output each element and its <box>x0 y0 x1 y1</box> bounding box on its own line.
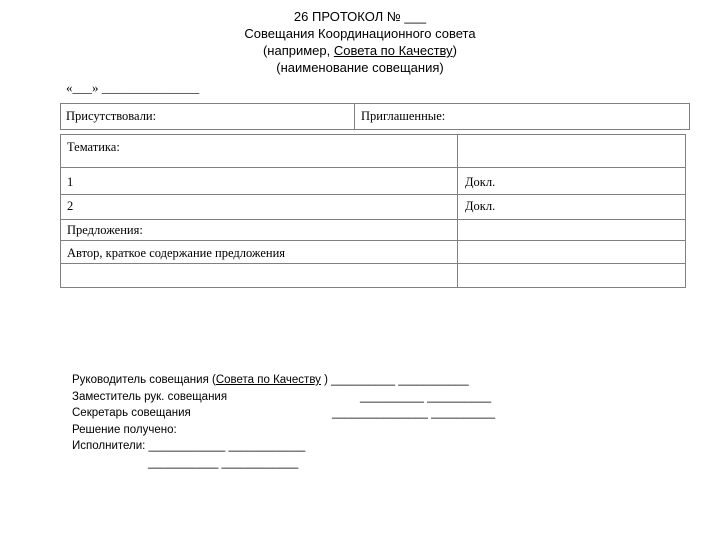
executors-line: Исполнители: ____________ ____________ <box>72 440 306 452</box>
council-name-link: Совета по Качеству <box>215 374 321 386</box>
attendance-divider <box>354 103 355 130</box>
table-row-divider <box>60 219 686 220</box>
topics-label: Тематика: <box>67 140 120 154</box>
table-column-divider <box>457 134 458 288</box>
council-name-link: Совета по Качеству <box>333 43 453 58</box>
table-row-divider <box>60 194 686 195</box>
proposals-label: Предложения: <box>67 223 143 237</box>
decision-line: Решение получено: <box>72 423 177 436</box>
meeting-example: (например, Совета по Качеству) <box>262 43 458 58</box>
signatures-block <box>72 372 496 471</box>
deputy-signature-line: Заместитель рук. совещания __________ __________ <box>72 390 492 403</box>
topic-row-1-report: Докл. <box>465 175 496 189</box>
document-header <box>0 8 720 76</box>
topic-row-2-number: 2 <box>67 199 74 213</box>
executors-line-2: ___________ ____________ <box>148 456 299 469</box>
table-row-divider <box>60 167 686 168</box>
invited-label: Приглашенные: <box>361 109 446 123</box>
protocol-title: 26 ПРОТОКОЛ № ___ <box>293 9 427 24</box>
meeting-name-caption: (наименование совещания) <box>276 60 444 75</box>
proposal-author-label: Автор, краткое содержание предложения <box>67 246 286 260</box>
secretary-signature-line: Секретарь совещания _______________ __________ <box>72 407 496 419</box>
table-row-divider <box>60 240 686 241</box>
date-line: «___» _______________ <box>66 80 200 95</box>
meeting-title: Совещания Координационного совета <box>244 26 476 41</box>
attendance-box <box>60 103 690 130</box>
head-signature-line: Руководитель совещания (Совета по Качеству ) __________ ___________ <box>72 374 469 386</box>
present-label: Присутствовали: <box>66 109 157 123</box>
table-row-divider <box>60 263 686 264</box>
topics-table <box>60 134 686 288</box>
topic-row-2-report: Докл. <box>465 199 496 213</box>
topic-row-1-number: 1 <box>67 175 74 189</box>
